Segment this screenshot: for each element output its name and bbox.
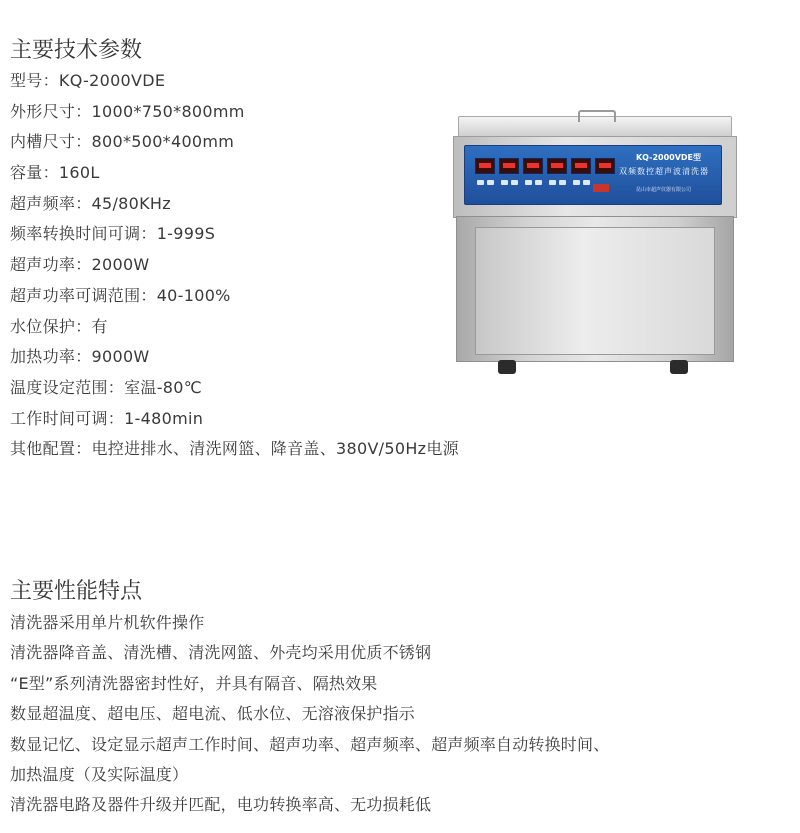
feature-item: 加热温度（及实际温度） (10, 764, 189, 784)
control-panel (464, 145, 722, 205)
panel-button (549, 180, 556, 185)
cabinet-door (475, 227, 715, 355)
panel-button (573, 180, 580, 185)
led-display (475, 158, 495, 174)
product-image (450, 110, 738, 376)
feature-item: 清洗器采用单片机软件操作 (10, 613, 205, 632)
spec-item: 容量：160L (10, 163, 100, 183)
panel-button (477, 180, 484, 185)
panel-button (535, 180, 542, 185)
panel-button (559, 180, 566, 185)
washer-lower-body (456, 216, 734, 362)
specs-title: 主要技术参数 (10, 38, 143, 63)
feature-item: 清洗器降音盖、清洗槽、清洗网篮、外壳均采用优质不锈钢 (10, 643, 432, 663)
feature-item: 数显记忆、设定显示超声工作时间、超声功率、超声频率、超声频率自动转换时间、 (10, 734, 610, 754)
spec-item: 超声功率：2000W (10, 255, 150, 275)
lid-handle (578, 110, 616, 122)
caster-wheel (670, 360, 688, 374)
spec-item: 超声频率：45/80KHz (10, 193, 171, 213)
feature-item: 数显超温度、超电压、超电流、低水位、无溶液保护指示 (10, 704, 416, 724)
spec-item: 水位保护：有 (10, 316, 108, 336)
spec-item: 频率转换时间可调：1-999S (10, 224, 216, 244)
panel-button (501, 180, 508, 185)
panel-button (525, 180, 532, 185)
panel-button (511, 180, 518, 185)
spec-item: 内槽尺寸：800*500*400mm (10, 132, 235, 152)
feature-list (10, 608, 609, 821)
led-display (547, 158, 567, 174)
caster-wheel (498, 360, 516, 374)
panel-model-label: KQ-2000VDE型 (635, 153, 701, 162)
spec-list (10, 66, 459, 465)
led-display (571, 158, 591, 174)
spec-item: 超声功率可调范围：40-100% (10, 285, 231, 305)
spec-item: 温度设定范围：室温-80℃ (10, 377, 203, 397)
feature-item: “E型”系列清洗器密封性好，并具有隔音、隔热效果 (10, 673, 378, 693)
washer-upper-body (453, 136, 737, 218)
brand-logo (593, 184, 609, 192)
led-display (499, 158, 519, 174)
led-display (523, 158, 543, 174)
spec-item: 外形尺寸：1000*750*800mm (10, 101, 245, 121)
features-title: 主要性能特点 (10, 579, 143, 604)
spec-item: 加热功率：9000W (10, 347, 150, 367)
panel-product-name: 双频数控超声波清洗器 (619, 167, 709, 176)
spec-item: 其他配置：电控进排水、清洗网篮、降音盖、380V/50Hz电源 (10, 439, 459, 459)
feature-item: 清洗器电路及器件升级并匹配，电功转换率高、无功损耗低 (10, 795, 432, 815)
spec-item: 工作时间可调：1-480min (10, 408, 204, 428)
panel-button (487, 180, 494, 185)
panel-maker-label: 昆山市超声仪器有限公司 (635, 187, 691, 193)
led-display (595, 158, 615, 174)
panel-button (583, 180, 590, 185)
spec-item: 型号：KQ-2000VDE (10, 71, 166, 90)
